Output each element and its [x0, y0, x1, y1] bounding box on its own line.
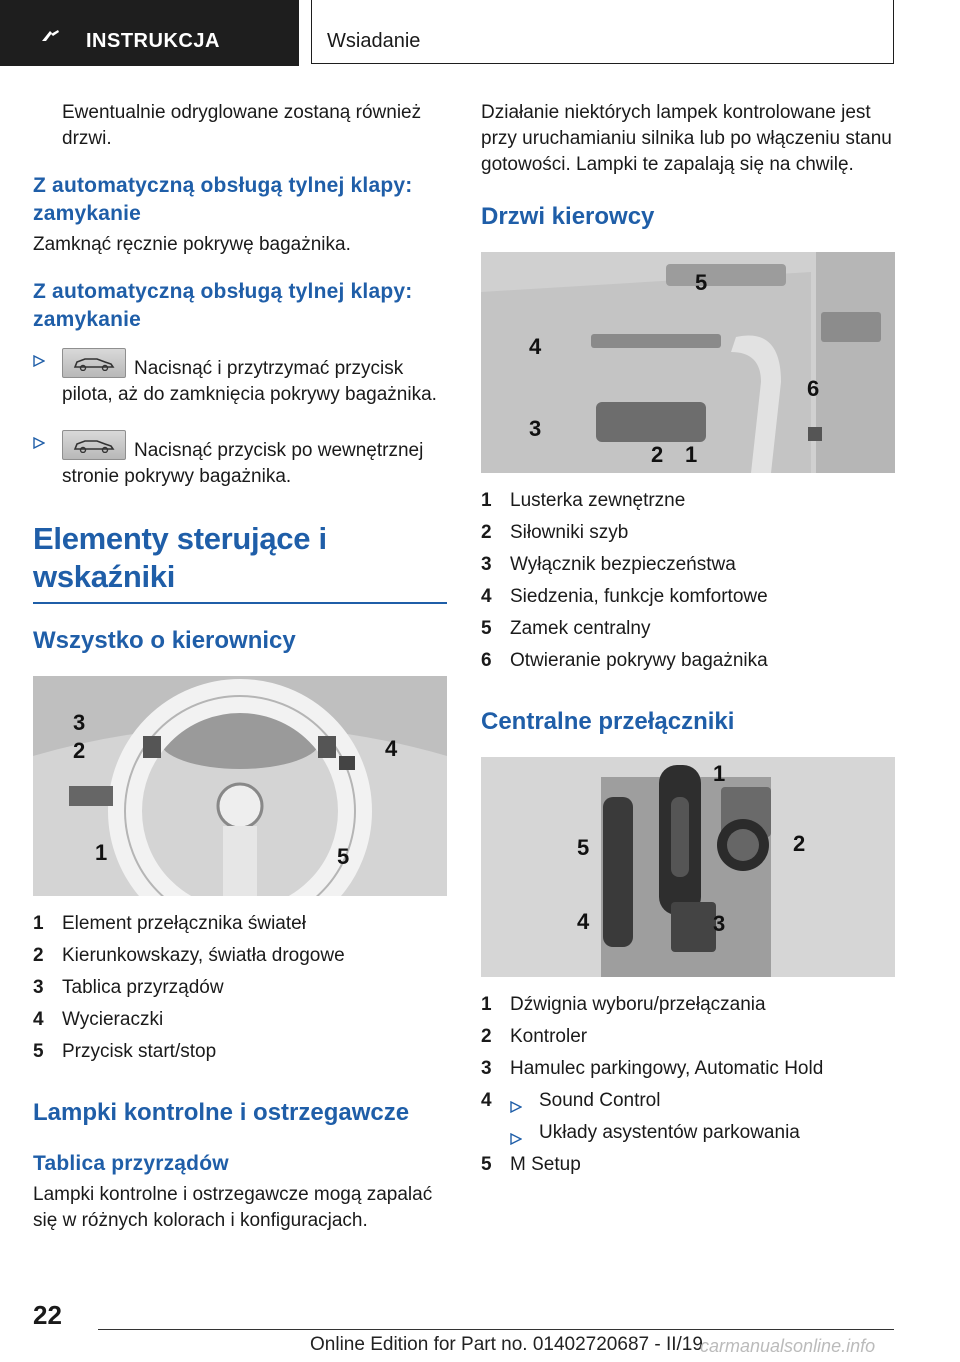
list-item: 2 Kierunkowskazy, światła drogowe	[33, 945, 345, 966]
heading-lamps: Lampki kontrolne i ostrzegawcze	[33, 1099, 410, 1126]
step-inside-text: Nacisnąć przycisk po wewnętrznej stronie pokrywy bagażnika.	[62, 440, 424, 487]
tailgate-close-button-icon	[62, 430, 126, 460]
list-item: 3 Tablica przyrządów	[33, 977, 224, 998]
center-legend-list	[481, 989, 895, 1181]
driver-door-figure	[481, 252, 895, 473]
section-rule	[33, 602, 447, 604]
header-section-label: INSTRUKCJA	[86, 30, 220, 52]
list-item: 2 Kontroler	[481, 1026, 588, 1047]
center-callout-3: 3	[713, 911, 726, 936]
center-callout-1: 1	[713, 761, 726, 786]
center-callout-4: 4	[577, 909, 590, 934]
list-item: 1 Element przełącznika świateł	[33, 913, 306, 934]
header-chapter-box	[311, 0, 894, 64]
list-item: 5 Zamek centralny	[481, 618, 651, 639]
step-remote-text: Nacisnąć i przytrzymać przycisk pilota, aż do zamknięcia pokrywy bagażnika.	[62, 358, 437, 405]
steering-callout-5: 5	[337, 844, 350, 869]
footer-edition-text: Online Edition for Part no. 01402720687 - II/19	[310, 1334, 703, 1355]
list-item: 6 Otwieranie pokrywy bagażnika	[481, 650, 768, 671]
triangle-bullet-icon	[510, 1101, 522, 1113]
steering-callout-2: 2	[73, 738, 86, 763]
heading-cluster: Tablica przyrządów	[33, 1152, 229, 1175]
left-column	[33, 100, 447, 1234]
page-number: 22	[33, 1300, 62, 1330]
heading-center-switches: Centralne przełączniki	[481, 708, 735, 735]
steering-legend-list	[33, 908, 447, 1068]
list-item: Układy asystentów parkowania	[481, 1117, 895, 1149]
list-item: 3 Hamulec parkingowy, Automatic Hold	[481, 1058, 824, 1079]
heading-controls: Elementy sterujące i wskaźniki	[33, 521, 327, 594]
intro-text: Ewentualnie odryglowane zostaną również drzwi.	[62, 102, 422, 149]
watermark: carmanualsonline.info	[700, 1336, 876, 1356]
heading-driver-door: Drzwi kierowcy	[481, 203, 655, 230]
door-callout-4: 4	[529, 334, 542, 359]
close-1-text: Zamknąć ręcznie pokrywę bagażnika.	[33, 234, 351, 255]
door-callout-6: 6	[807, 376, 820, 401]
driver-door-illustration	[481, 252, 895, 473]
cluster-text: Lampki kontrolne i ostrzegawcze mogą zapalać się w różnych kolorach i konfiguracjach.	[33, 1184, 433, 1231]
step-remote-button	[33, 348, 447, 408]
steering-callout-3: 3	[73, 710, 86, 735]
list-item: 3 Wyłącznik bezpieczeństwa	[481, 554, 736, 575]
car-key-icon	[40, 29, 60, 43]
header-section-tab	[0, 0, 299, 66]
heading-steering: Wszystko o kierownicy	[33, 627, 296, 654]
lamps-text: Działanie niektórych lampek kontrolowane jest przy uruchamianiu silnika lub po włączeniu stanu gotowości. Lampki te zapalają się na chwilę.	[481, 102, 892, 175]
steering-callout-1: 1	[95, 840, 108, 865]
door-legend-list	[481, 485, 895, 677]
center-console-figure	[481, 757, 895, 977]
triangle-bullet-icon	[33, 355, 45, 367]
steering-wheel-figure	[33, 676, 447, 896]
heading-close-1: Z automatyczną obsługą tylnej klapy: zamykanie	[33, 174, 413, 225]
list-item: 2 Siłowniki szyb	[481, 522, 629, 543]
center-console-illustration	[481, 757, 895, 977]
heading-close-2: Z automatyczną obsługą tylnej klapy: zamykanie	[33, 280, 413, 331]
list-item: 4 Siedzenia, funkcje komfortowe	[481, 586, 768, 607]
list-item: 1 Lusterka zewnętrzne	[481, 490, 686, 511]
list-item: 5 M Setup	[481, 1154, 581, 1175]
header-chapter-title: Wsiadanie	[327, 30, 421, 52]
door-callout-3: 3	[529, 416, 542, 441]
footer-rule	[98, 1329, 894, 1330]
door-callout-1: 1	[685, 442, 698, 467]
door-callout-2: 2	[651, 442, 664, 467]
list-item: 4 Sound Control	[481, 1090, 661, 1111]
steering-callout-4: 4	[385, 736, 398, 761]
list-item: 1 Dźwignia wyboru/przełączania	[481, 994, 766, 1015]
right-column	[481, 100, 895, 1181]
triangle-bullet-icon	[33, 437, 45, 449]
list-item: 5 Przycisk start/stop	[33, 1041, 217, 1062]
step-inside-button	[33, 430, 447, 490]
list-item: 4 Wycieraczki	[33, 1009, 164, 1030]
center-callout-2: 2	[793, 831, 806, 856]
tailgate-button-icon	[62, 348, 126, 378]
triangle-bullet-icon	[510, 1133, 522, 1145]
door-callout-5: 5	[695, 270, 708, 295]
center-callout-5: 5	[577, 835, 590, 860]
